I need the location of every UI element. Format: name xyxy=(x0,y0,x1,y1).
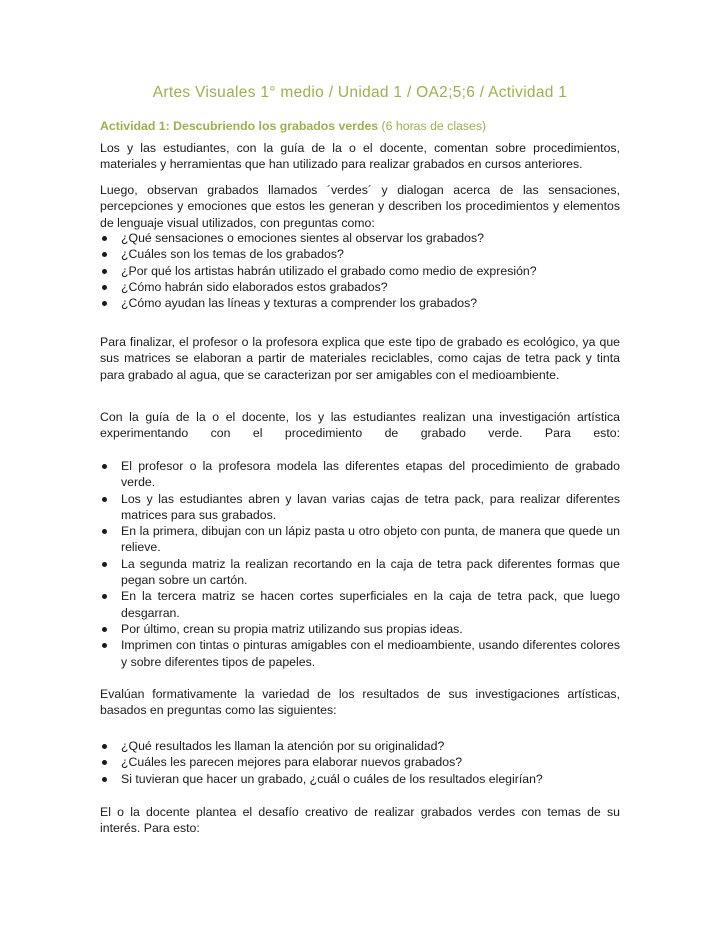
list-item: Si tuvieran que hacer un grabado, ¿cuál o cuáles de los resultados elegirían? xyxy=(100,771,620,787)
question-list-1 xyxy=(100,230,620,311)
activity-heading-duration: (6 horas de clases) xyxy=(378,119,487,133)
list-item: Imprimen con tintas o pinturas amigables con el medioambiente, usando diferentes colores y sobre diferentes tipos de papeles. xyxy=(100,637,620,670)
question-list-2 xyxy=(100,738,620,787)
paragraph-intro: Los y las estudiantes, con la guía de la o el docente, comentan sobre procedimientos, materiales y herramientas que han utilizado para realizar grabados en cursos anteriores. xyxy=(100,141,620,172)
paragraph-evaluate: Evalúan formativamente la variedad de los resultados de sus investigaciones artísticas, basados en preguntas como las siguientes: xyxy=(100,687,620,718)
paragraph-investigation: Con la guía de la o el docente, los y las estudiantes realizan una investigación artística experimentando con el procedimiento de grabado verde. Para esto: xyxy=(100,410,620,441)
list-item: El profesor o la profesora modela las diferentes etapas del procedimiento de grabado verde. xyxy=(100,458,620,491)
activity-heading-bold: Actividad 1: Descubriendo los grabados verdes xyxy=(100,119,379,133)
list-item: ¿Qué resultados les llaman la atención por su originalidad? xyxy=(100,738,620,754)
list-item: ¿Por qué los artistas habrán utilizado el grabado como medio de expresión? xyxy=(100,263,620,279)
list-item: La segunda matriz la realizan recortando en la caja de tetra pack diferentes formas que pegan sobre un cartón. xyxy=(100,556,620,589)
list-item: ¿Cuáles les parecen mejores para elaborar nuevos grabados? xyxy=(100,754,620,770)
list-item: En la primera, dibujan con un lápiz pasta u otro objeto con punta, de manera que quede un relieve. xyxy=(100,523,620,556)
list-item: Por último, crean su propia matriz utilizando sus propias ideas. xyxy=(100,621,620,637)
list-item: ¿Qué sensaciones o emociones sientes al observar los grabados? xyxy=(100,230,620,246)
activity-heading xyxy=(100,118,620,134)
list-item: ¿Cómo ayudan las líneas y texturas a comprender los grabados? xyxy=(100,295,620,311)
page-title: Artes Visuales 1° medio / Unidad 1 / OA2;5;6 / Actividad 1 xyxy=(152,84,568,101)
list-item: En la tercera matriz se hacen cortes superficiales en la caja de tetra pack, que luego desgarran. xyxy=(100,588,620,621)
paragraph-finalize: Para finalizar, el profesor o la profesora explica que este tipo de grabado es ecológico, ya que sus matrices se elaboran a partir de materiales reciclables, como cajas de tetra pack y tinta para grabado al agua, que se caracterizan por ser amigables con el medioambiente. xyxy=(100,335,620,382)
paragraph-observe: Luego, observan grabados llamados ´verdes´ y dialogan acerca de las sensaciones, percepciones y emociones que estos les generan y describen los procedimientos y elementos de lenguaje visual utilizados, con preguntas como: xyxy=(100,183,620,230)
steps-list xyxy=(100,458,620,670)
list-item: ¿Cómo habrán sido elaborados estos grabados? xyxy=(100,279,620,295)
paragraph-challenge: El o la docente plantea el desafío creativo de realizar grabados verdes con temas de su interés. Para esto: xyxy=(100,805,620,836)
list-item: Los y las estudiantes abren y lavan varias cajas de tetra pack, para realizar diferentes matrices para sus grabados. xyxy=(100,491,620,524)
list-item: ¿Cuáles son los temas de los grabados? xyxy=(100,246,620,262)
